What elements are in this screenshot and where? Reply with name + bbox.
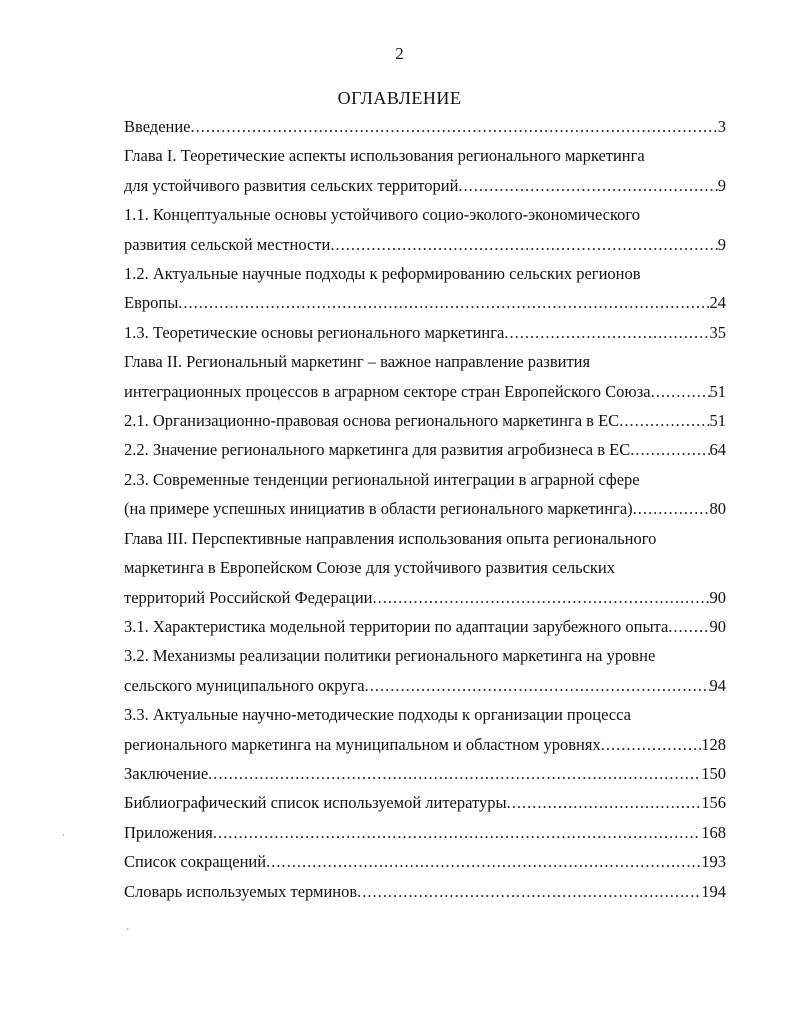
scan-speck: · bbox=[62, 830, 65, 840]
table-of-contents bbox=[124, 112, 726, 906]
toc-dot-leader bbox=[330, 230, 717, 259]
toc-entry-last-line bbox=[124, 435, 726, 464]
page-title: ОГЛАВЛЕНИЕ bbox=[337, 88, 462, 108]
toc-entry-label: Введение bbox=[124, 117, 191, 136]
toc-page-number: 64 bbox=[709, 440, 726, 460]
toc-entry-last-line bbox=[124, 494, 726, 523]
toc-dot-leader bbox=[213, 818, 701, 847]
toc-entry-last-line bbox=[124, 377, 726, 406]
toc-entry-label: сельского муниципального округа bbox=[124, 675, 365, 695]
toc-entry[interactable] bbox=[124, 524, 726, 612]
toc-dot-leader bbox=[619, 406, 709, 435]
toc-entry-last-line bbox=[124, 112, 726, 141]
toc-entry[interactable] bbox=[124, 700, 726, 759]
toc-entry-line: 1.2. Актуальные научные подходы к реформированию сельских регионов bbox=[124, 264, 641, 284]
toc-entry[interactable] bbox=[124, 612, 726, 641]
toc-entry-label: территорий Российской Федерации bbox=[124, 587, 373, 607]
toc-dot-leader bbox=[651, 377, 710, 406]
scan-speck: ˚ bbox=[126, 927, 129, 937]
toc-entry-label: для устойчивого развития сельских территорий bbox=[124, 175, 459, 195]
toc-dot-leader bbox=[191, 112, 718, 141]
toc-entry-last-line bbox=[124, 612, 726, 641]
toc-entry-label: Заключение bbox=[124, 763, 209, 783]
toc-dot-leader bbox=[668, 612, 709, 641]
toc-page-number: 128 bbox=[701, 734, 726, 754]
toc-entry-last-line bbox=[124, 583, 726, 612]
toc-entry[interactable] bbox=[124, 259, 726, 318]
toc-page-number: 3 bbox=[717, 117, 726, 136]
toc-entry[interactable] bbox=[124, 406, 726, 435]
toc-entry-line: Глава I. Теоретические аспекты использования регионального маркетинга bbox=[124, 146, 645, 166]
toc-entry[interactable] bbox=[124, 347, 726, 406]
toc-entry-label: 3.1. Характеристика модельной территории по адаптации зарубежного опыта bbox=[124, 616, 669, 636]
toc-page-number: 168 bbox=[701, 822, 726, 842]
toc-entry-line: 3.3. Актуальные научно-методические подходы к организации процесса bbox=[124, 705, 631, 725]
toc-entry-last-line bbox=[124, 288, 726, 317]
toc-entry-last-line bbox=[124, 877, 726, 906]
toc-dot-leader bbox=[266, 847, 701, 876]
toc-entry[interactable] bbox=[124, 318, 726, 347]
toc-page-number: 24 bbox=[709, 293, 726, 313]
toc-dot-leader bbox=[373, 583, 710, 612]
toc-entry-line: Глава III. Перспективные направления использования опыта регионального bbox=[124, 528, 657, 548]
toc-dot-leader bbox=[633, 494, 710, 523]
toc-entry-last-line bbox=[124, 818, 726, 847]
toc-dot-leader bbox=[504, 318, 709, 347]
toc-entry[interactable] bbox=[124, 200, 726, 259]
toc-entry-line: Глава II. Региональный маркетинг – важное направление развития bbox=[124, 352, 591, 372]
toc-entry[interactable] bbox=[124, 465, 726, 524]
toc-entry-last-line bbox=[124, 847, 726, 876]
toc-entry-label: регионального маркетинга на муниципальном и областном уровнях bbox=[124, 734, 601, 754]
toc-dot-leader bbox=[208, 759, 701, 788]
toc-dot-leader bbox=[507, 788, 702, 817]
toc-entry[interactable] bbox=[124, 435, 726, 464]
toc-entry-label: интеграционных процессов в аграрном секторе стран Европейского Союза bbox=[124, 381, 651, 401]
toc-entry[interactable] bbox=[124, 788, 726, 817]
toc-entry-last-line bbox=[124, 788, 726, 817]
toc-entry-line: маркетинга в Европейском Союзе для устойчивого развития сельских bbox=[124, 558, 616, 578]
toc-entry-line: 3.2. Механизмы реализации политики регионального маркетинга на уровне bbox=[124, 646, 656, 666]
toc-entry[interactable] bbox=[124, 112, 726, 141]
toc-entry[interactable] bbox=[124, 141, 726, 200]
toc-page-number: 35 bbox=[709, 322, 726, 342]
toc-page-number: 51 bbox=[709, 381, 726, 401]
toc-entry[interactable] bbox=[124, 877, 726, 906]
toc-dot-leader bbox=[601, 730, 702, 759]
toc-page-number: 156 bbox=[701, 793, 726, 813]
toc-dot-leader bbox=[365, 671, 710, 700]
toc-page-number: 150 bbox=[701, 763, 726, 783]
toc-entry-label: Приложения bbox=[124, 822, 213, 842]
toc-entry-label: Список сокращений bbox=[124, 852, 267, 872]
toc-page-number: 90 bbox=[709, 587, 726, 607]
toc-page-number: 193 bbox=[701, 852, 726, 872]
toc-entry[interactable] bbox=[124, 641, 726, 700]
toc-entry-line: 1.1. Концептуальные основы устойчивого социо-эколого-экономического bbox=[124, 205, 641, 225]
toc-entry-label: 1.3. Теоретические основы регионального маркетинга bbox=[124, 322, 505, 342]
toc-entry-label: развития сельской местности bbox=[124, 234, 331, 254]
page-number: 2 bbox=[395, 44, 404, 63]
toc-entry-label: Библиографический список используемой литературы bbox=[124, 793, 507, 813]
toc-entry-line: 2.3. Современные тенденции региональной интеграции в аграрной сфере bbox=[124, 469, 640, 489]
toc-page-number: 194 bbox=[701, 881, 726, 901]
toc-entry-last-line bbox=[124, 759, 726, 788]
toc-page-number: 51 bbox=[709, 411, 726, 431]
toc-entry-label: Европы bbox=[124, 293, 179, 313]
toc-dot-leader bbox=[357, 877, 701, 906]
toc-entry-label: 2.1. Организационно-правовая основа регионального маркетинга в ЕС bbox=[124, 411, 620, 431]
toc-dot-leader bbox=[630, 435, 709, 464]
toc-entry-last-line bbox=[124, 171, 726, 200]
toc-entry-last-line bbox=[124, 730, 726, 759]
toc-entry-last-line bbox=[124, 230, 726, 259]
toc-entry-label: Словарь используемых терминов bbox=[124, 881, 358, 901]
toc-dot-leader bbox=[458, 171, 717, 200]
toc-entry-label: 2.2. Значение регионального маркетинга для развития агробизнеса в ЕС bbox=[124, 440, 631, 460]
toc-page-number: 9 bbox=[717, 175, 726, 195]
toc-entry-label: (на примере успешных инициатив в области регионального маркетинга) bbox=[124, 499, 633, 519]
toc-entry[interactable] bbox=[124, 759, 726, 788]
toc-page-number: 94 bbox=[709, 675, 726, 695]
toc-entry-last-line bbox=[124, 406, 726, 435]
toc-page-number: 80 bbox=[709, 499, 726, 519]
toc-entry[interactable] bbox=[124, 818, 726, 847]
toc-entry-last-line bbox=[124, 318, 726, 347]
toc-entry-last-line bbox=[124, 671, 726, 700]
toc-entry[interactable] bbox=[124, 847, 726, 876]
toc-page-number: 9 bbox=[717, 234, 726, 254]
toc-dot-leader bbox=[178, 288, 709, 317]
toc-page-number: 90 bbox=[709, 616, 726, 636]
